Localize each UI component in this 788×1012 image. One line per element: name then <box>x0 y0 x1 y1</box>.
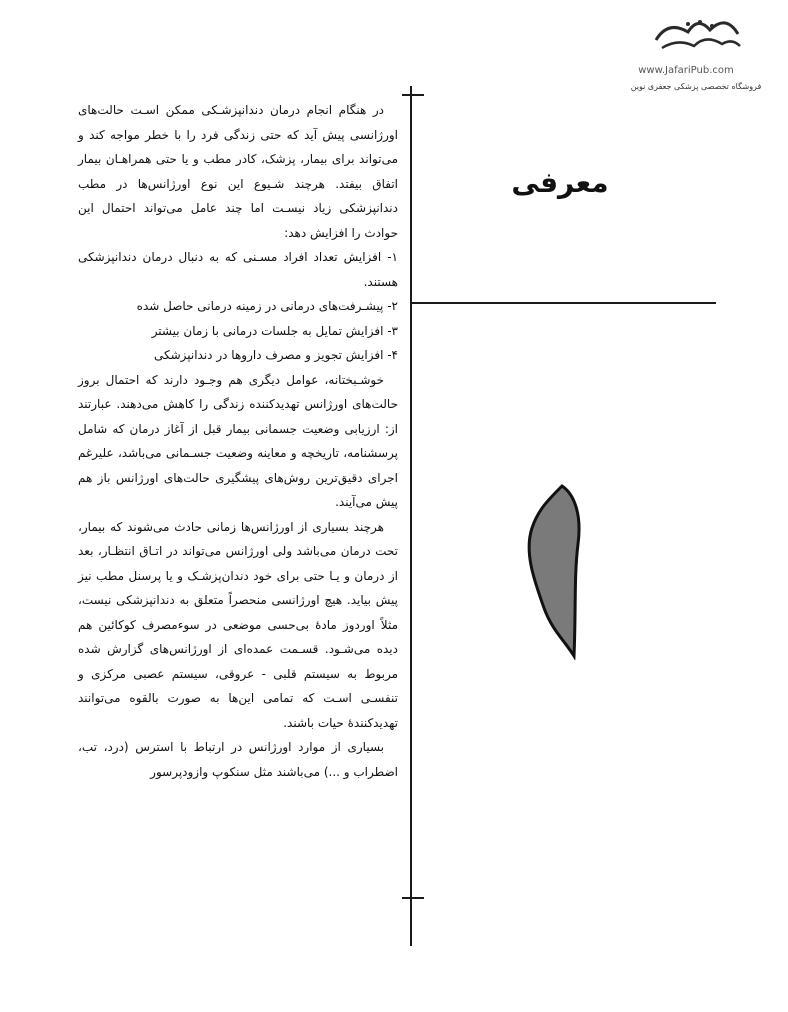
paragraph-stress-related: بسیاری از موارد اورژانس در ارتباط با استرس (درد، تب، اضطراب و ...) می‌باشند مثل سنکوپ وازودپرسور <box>78 740 398 779</box>
top-tick-rule <box>402 94 424 96</box>
jafari-logo-mark-icon <box>648 10 744 62</box>
list-item: ۴- افزایش تجویز و مصرف داروها در دندانپزشکی <box>153 348 398 362</box>
paragraph-emergency-locations: هرچند بسیاری از اورژانس‌ها زمانی حادث می‌شوند که بیمار، تحت درمان می‌باشد ولی اورژانس می‌تواند در اتـاق انتظـار، بعد از درمان و یـا حتی برای خود دندان‌پزشـک و یا پرسنل مطب نیز پیش بیاید. هیچ اورژانسی منحصراً متعلق به دندانپزشکی نیست، مثلاً اوردوز مادهٔ بی‌حسی موضعی در سوءمصرف کوکائین هم دیده می‌شـود. قسـمت عمده‌ای از اورژانس‌های گزارش شده مربوط به سیستم قلبی - عروقی، سیستم عصبی مرکزی و تنفسـی اسـت که تمامی این‌ها به صورت بالقوه می‌توانند تهدیدکنندهٔ حیات باشند. <box>78 519 398 730</box>
list-item: ۲- پیشـرفت‌های درمانی در زمینه درمانی حاصل شده <box>136 299 398 313</box>
site-url: www.JafariPub.com <box>638 65 734 76</box>
chapter-number-numeral <box>522 480 586 660</box>
body-text-column <box>78 98 398 784</box>
chapter-divider-rule <box>410 302 716 304</box>
chapter-number-one-glyph-icon <box>522 480 586 660</box>
publisher-logo <box>626 10 766 96</box>
list-item: ۳- افزایش تمایل به جلسات درمانی با زمان بیشتر <box>151 323 398 338</box>
paragraph-fortunately: خوشـبختانه، عوامل دیگری هم وجـود دارند که احتمال بروز حالت‌های اورژانس تهدیدکننده زندگی را کاهش می‌دهند. عبارتند از: ارزیابی وضعیت جسمانی بیمار قبل از آغاز درمان که شامل پرسشنامه، تاریخچه و معاینه وضعیت جسـمانی می‌باشد، علیرغم اجرای دقیق‌ترین روش‌های پیشگیری حالت‌های اورژانس باز هم پیش می‌آیند. <box>78 372 398 509</box>
list-item: ۱- افزایش تعداد افراد مسـنی که به دنبال درمان دندانپزشکی هستند. <box>78 250 398 289</box>
store-tagline: فروشگاه تخصصی پزشکی جعفری نوین <box>630 82 762 91</box>
bottom-tick-rule <box>402 897 424 899</box>
vertical-rule <box>410 86 412 946</box>
chapter-title: معرفی <box>511 166 609 199</box>
paragraph-intro: در هنگام انجام درمان دندانپزشـکی ممکن اسـت حالت‌های اورژانسی پیش آید که حتی زندگی فرد را با خطر مواجه کند و می‌تواند برای بیمار، پزشک، کادر مطب و یا حتی همراهـان بیمار اتفاق بیفتد. هرچند شـیوع این نوع اورژانس‌ها در مطب دندانپزشکی زیاد نیسـت اما چند عامل می‌تواند احتمال این حوادث را افزایش دهد: <box>78 103 398 240</box>
